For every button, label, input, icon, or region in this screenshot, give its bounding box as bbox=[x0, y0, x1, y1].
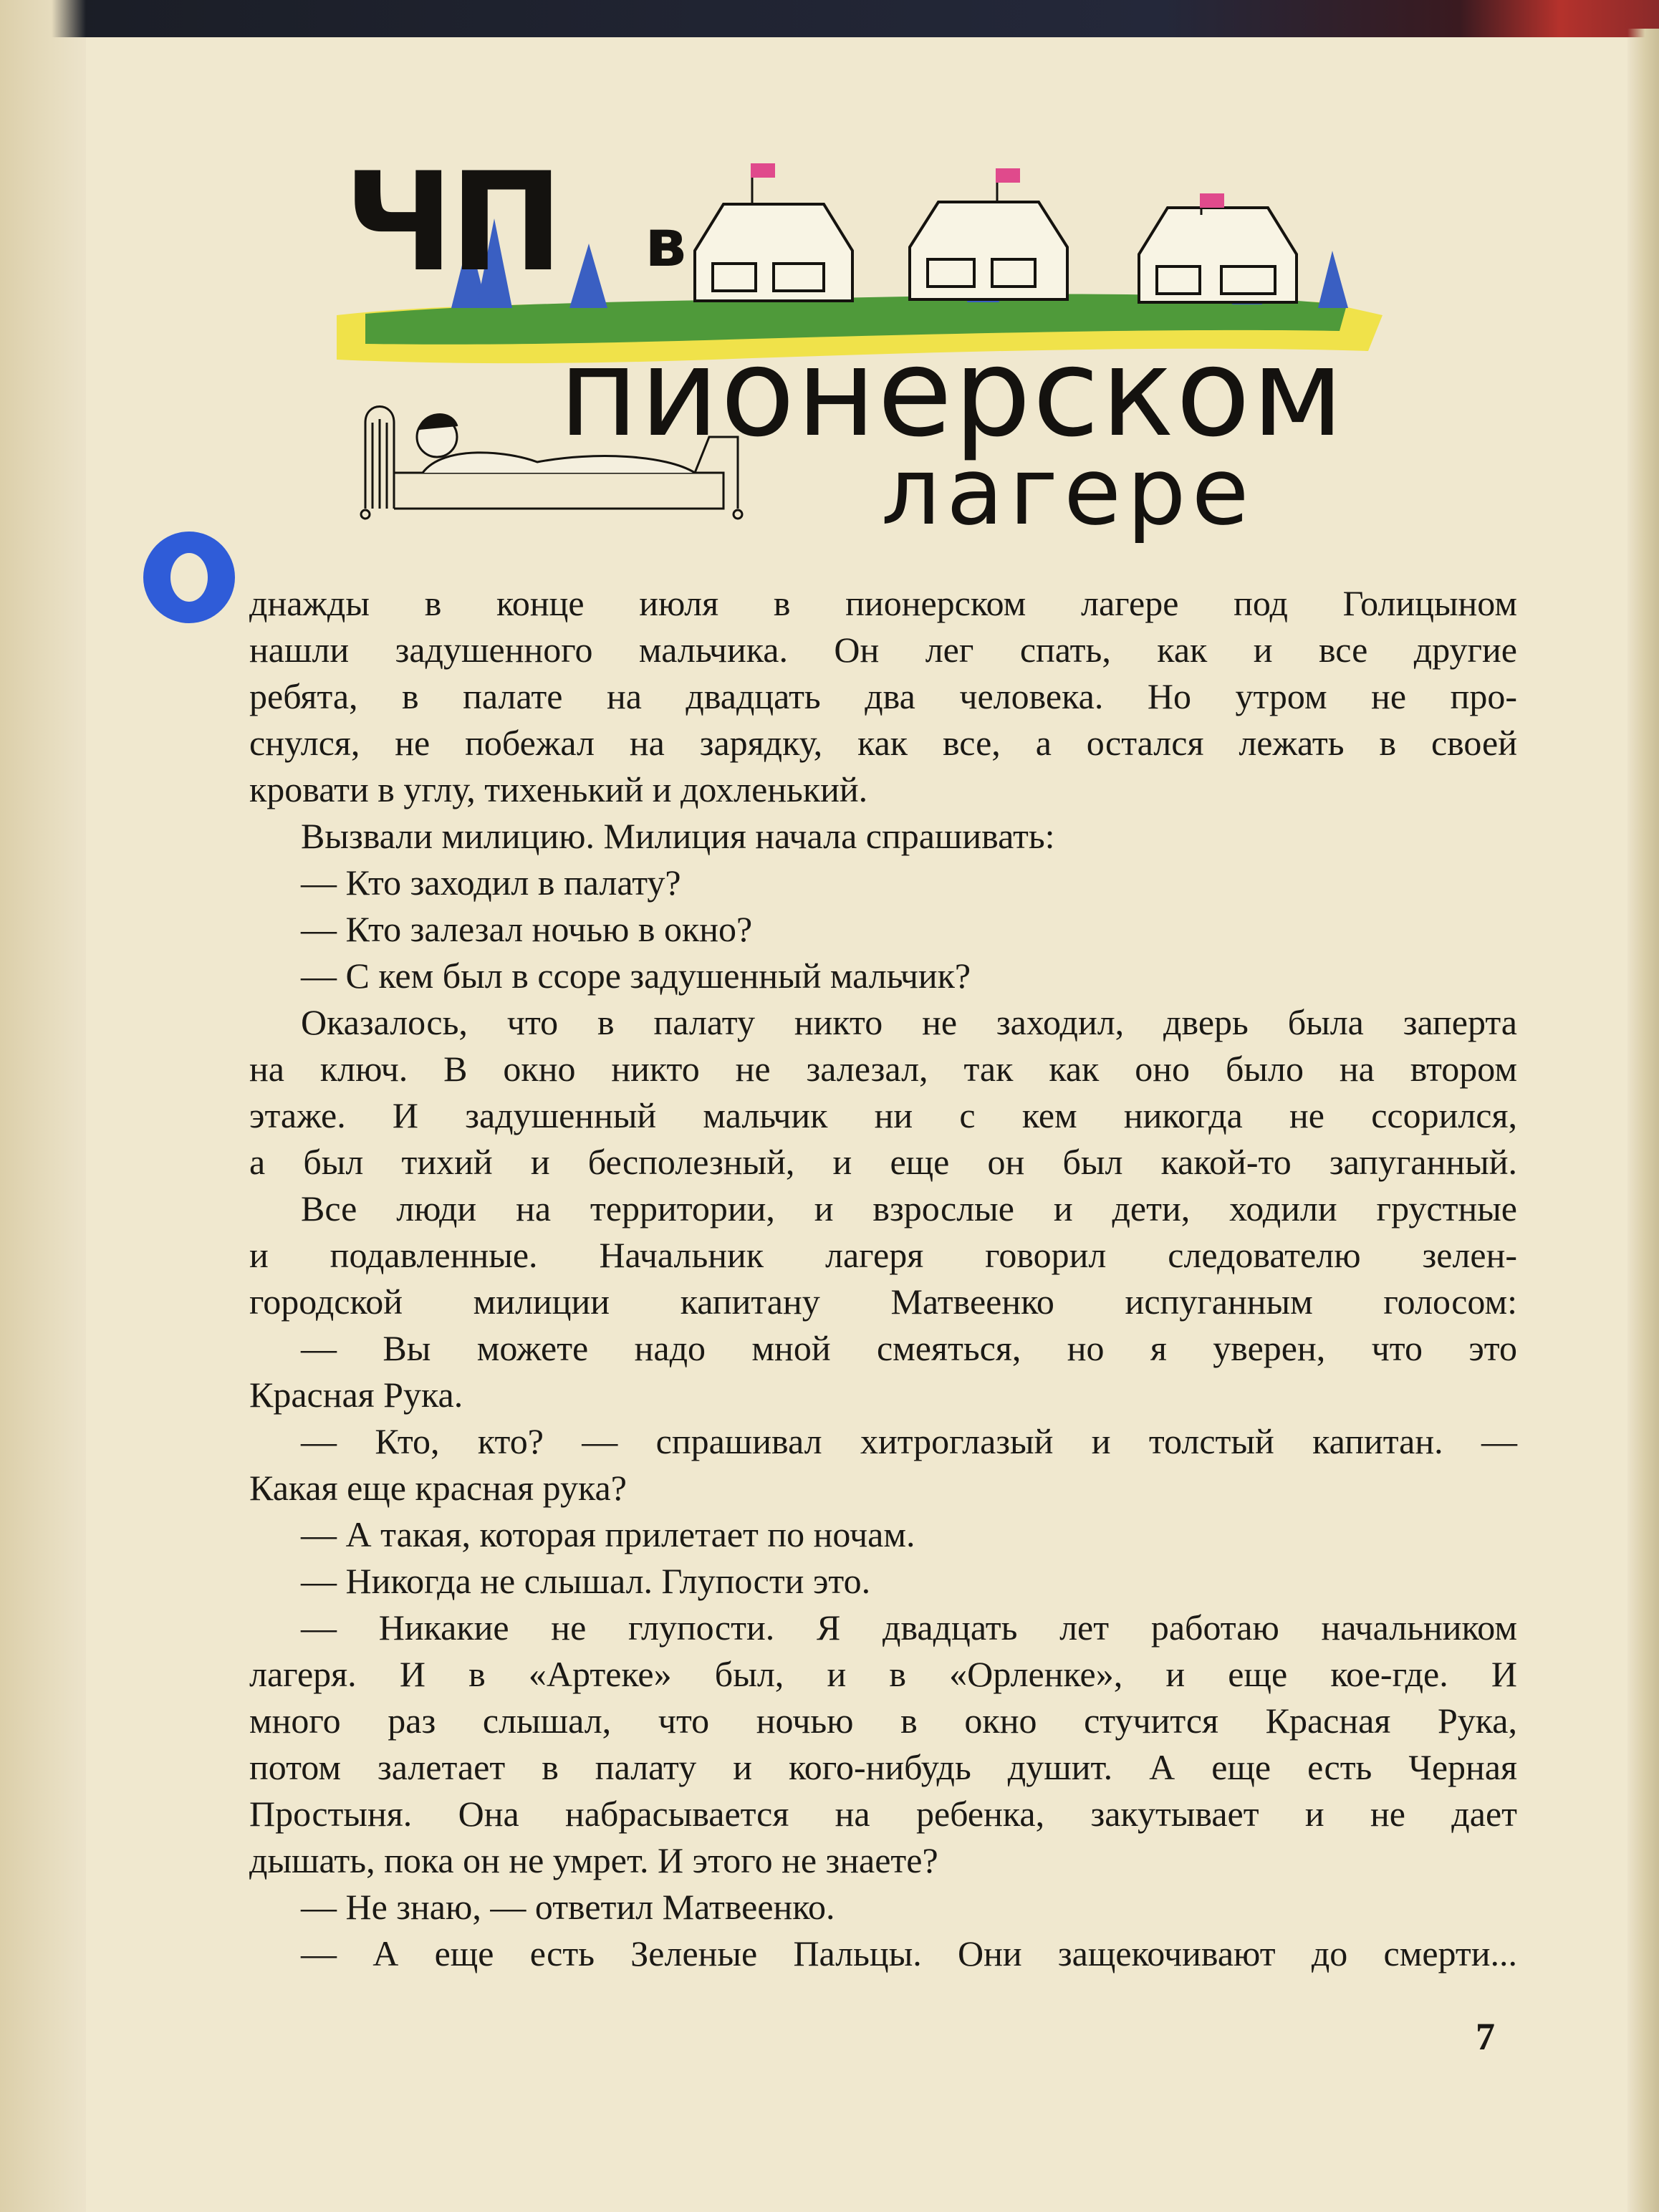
page-number: 7 bbox=[1476, 2015, 1495, 2058]
title-word-lagere: лагере bbox=[881, 437, 1255, 546]
text-line: — Никогда не слышал. Глупости это. bbox=[301, 1561, 871, 1601]
text-line: Какая еще красная рука? bbox=[249, 1468, 627, 1508]
text-line: городской милиции капитану Матвеенко испуганным голосом: bbox=[249, 1281, 1517, 1322]
text-line: и подавленные. Начальник лагеря говорил следователю зелен- bbox=[249, 1235, 1517, 1275]
book-gutter bbox=[0, 0, 86, 2212]
text-line: Все люди на территории, и взрослые и дети, ходили грустные bbox=[301, 1188, 1517, 1228]
text-line: кровати в углу, тихенький и дохленький. bbox=[249, 769, 868, 809]
drop-cap bbox=[143, 532, 235, 623]
text-line: ребята, в палате на двадцать два человека. Но утром не про- bbox=[249, 676, 1517, 716]
text-line: — Кто залезал ночью в окно? bbox=[301, 909, 753, 949]
text-line: на ключ. В окно никто не залезал, так как оно было на втором bbox=[249, 1049, 1517, 1089]
text-line: — Кто, кто? — спрашивал хитроглазый и толстый капитан. — bbox=[301, 1421, 1517, 1461]
story-text bbox=[249, 580, 1517, 1977]
text-line: — Никакие не глупости. Я двадцать лет работаю начальником bbox=[301, 1607, 1517, 1648]
text-line: — Кто заходил в палату? bbox=[301, 862, 681, 903]
text-line: нашли задушенного мальчика. Он лег спать, как и все другие bbox=[249, 630, 1517, 670]
title-word-chp: ЧП bbox=[344, 143, 559, 302]
text-line: Оказалось, что в палату никто не заходил, дверь была заперта bbox=[301, 1002, 1517, 1042]
text-line: Простыня. Она набрасывается на ребенка, закутывает и не дает bbox=[249, 1794, 1517, 1834]
text-line: Красная Рука. bbox=[249, 1375, 463, 1415]
text-line: — А еще есть Зеленые Пальцы. Они защекочивают до смерти... bbox=[301, 1933, 1517, 1973]
text-line: — Не знаю, — ответил Матвеенко. bbox=[301, 1887, 835, 1927]
text-line: потом залетает в палату и кого-нибудь душит. А еще есть Черная bbox=[249, 1747, 1517, 1787]
text-line: дышать, пока он не умрет. И этого не знаете? bbox=[249, 1840, 938, 1880]
text-line: а был тихий и бесполезный, и еще он был какой-то запуганный. bbox=[249, 1142, 1517, 1182]
text-line: — Вы можете надо мной смеяться, но я уверен, что это bbox=[301, 1328, 1517, 1368]
book-cover-edge bbox=[0, 0, 1659, 37]
text-line: днажды в конце июля в пионерском лагере под Голицыном bbox=[249, 583, 1517, 623]
title-word-v: в bbox=[645, 205, 687, 282]
text-line: Вызвали милицию. Милиция начала спрашивать: bbox=[301, 816, 1055, 856]
text-line: — С кем был в ссоре задушенный мальчик? bbox=[301, 956, 971, 996]
page-edge-shadow bbox=[1627, 29, 1659, 2212]
chapter-title-illustration bbox=[322, 136, 1397, 566]
text-line: снулся, не побежал на зарядку, как все, а остался лежать в своей bbox=[249, 723, 1517, 763]
house-icons bbox=[695, 202, 1297, 302]
text-line: этаже. И задушенный мальчик ни с кем никогда не ссорился, bbox=[249, 1095, 1517, 1135]
title-word-pionerskom: пионерском bbox=[559, 322, 1345, 464]
text-line: лагеря. И в «Артеке» был, и в «Орленке», и еще кое-где. И bbox=[249, 1654, 1517, 1694]
text-line: много раз слышал, что ночью в окно стучится Красная Рука, bbox=[249, 1701, 1517, 1741]
text-line: — А такая, которая прилетает по ночам. bbox=[301, 1514, 915, 1554]
